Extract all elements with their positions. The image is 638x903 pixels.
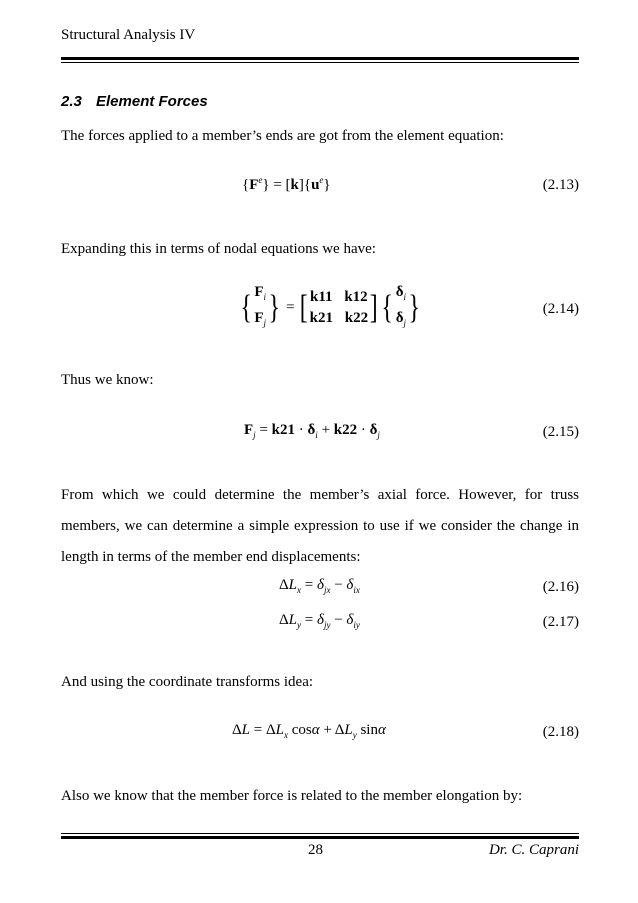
equation-number-2-18: (2.18) [542,724,579,740]
equation-2-15: $F_j = k21 \cdot \delta_i + k22 \cdot \delta_j$ [244,422,380,440]
equation-2-14: { $F_i$ $F_j$} = [ k11 k12 k21 k22] { $\delta_i$ $\delta_j$} [240,284,420,328]
equation-2-18: $\Delta L = \Delta L_x$ $\cos\alpha + \Delta L_y$ sinα [232,722,386,740]
k12-entry: k12 [344,289,368,305]
paragraph-nodal-equations: Expanding this in terms of nodal equations we have: [61,241,376,257]
k11-entry: k11 [310,289,333,305]
paragraph-thus-we-know: Thus we know: [61,372,154,388]
equation-2-16: $\Delta L_x = \delta_{jx} - \delta_{ix}$ [279,577,360,595]
section-title: Element Forces [96,93,208,110]
equation-number-2-14: (2.14) [542,301,579,317]
section-heading [61,93,208,110]
equation-number-2-17: (2.17) [542,614,579,630]
section-number: 2.3 [61,93,82,110]
paragraph-member-elongation: Also we know that the member force is related to the member elongation by: [61,788,523,804]
k21-entry: k21 [309,310,333,326]
paragraph-element-equation: The forces applied to a member’s ends are got from the element equation: [61,128,504,144]
equation-number-2-15: (2.15) [542,424,579,440]
equation-number-2-16: (2.16) [542,579,579,595]
header-rule-thick [61,57,579,60]
footer-rule-thin [61,833,579,834]
page-number: 28 [308,842,323,858]
header-title: Structural Analysis IV [61,27,196,43]
paragraph-coordinate-transforms: And using the coordinate transforms idea: [61,674,314,690]
equation-number-2-13: (2.13) [542,177,579,193]
paragraph-axial-force: From which we could determine the member’s axial force. However, for truss members, we can determine a simple expression to use if we consider the change in length in terms of the member end displacements: [61,487,579,565]
footer-rule-thick [61,836,579,839]
footer-author: Dr. C. Caprani [488,842,579,858]
header-rule-thin [61,62,579,63]
equation-2-13: $\{F^e\} = [k]\{u^e\}$ [242,175,331,193]
equation-2-17: $\Delta L_y = \delta_{jy} - \delta_{iy}$ [279,612,360,630]
k22-entry: k22 [344,310,369,326]
